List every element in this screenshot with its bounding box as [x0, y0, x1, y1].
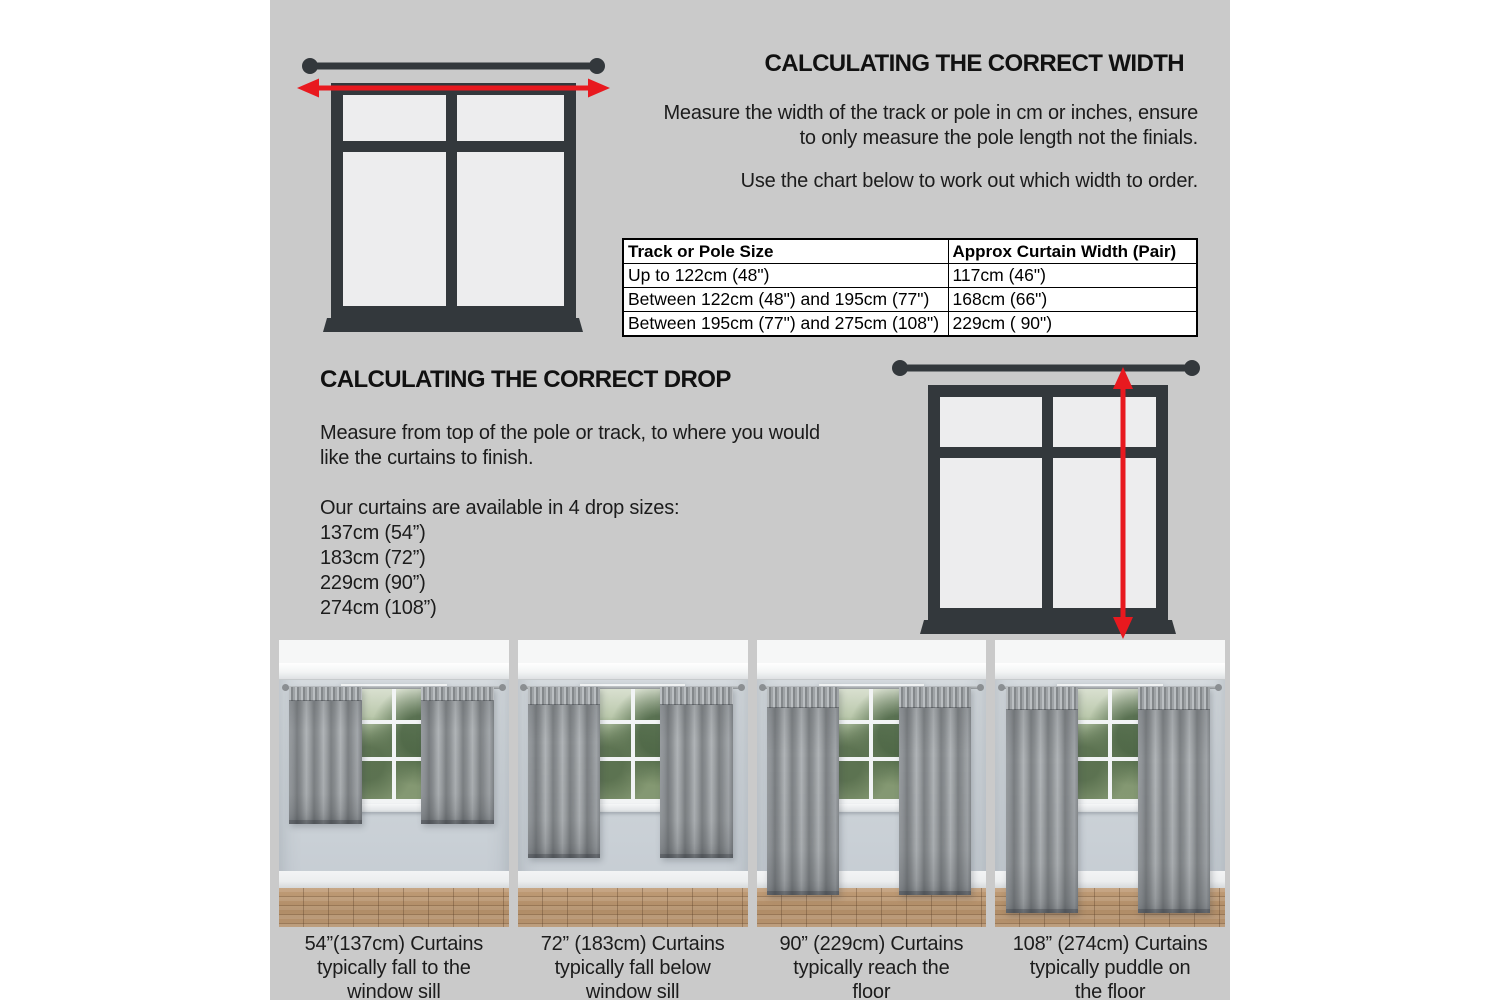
curtain-panel-right [421, 687, 493, 823]
curtain-photo [279, 640, 509, 927]
size-table-header-cell-pole: Track or Pole Size [623, 239, 948, 264]
size-table-cell: 117cm (46") [948, 264, 1197, 288]
drop-instruction-line-1: Measure from top of the pole or track, to where you would [320, 422, 820, 444]
width-instruction-line-1: Measure the width of the track or pole in cm or inches, ensure [663, 102, 1198, 124]
curtain-pole-icon [302, 58, 605, 74]
curtain-photo-block [995, 640, 1225, 1004]
photo-caption-line: the floor [1074, 981, 1146, 1003]
drop-size-item: 183cm (72”) [320, 547, 426, 569]
photo-caption-line: typically fall to the [317, 957, 471, 979]
drop-size-item: 229cm (90”) [320, 572, 426, 594]
photo-caption-line: window sill [347, 981, 441, 1003]
size-table-cell: 229cm ( 90") [948, 312, 1197, 337]
crown-molding [518, 663, 748, 680]
crown-molding [757, 663, 987, 680]
drop-sizes-intro: Our curtains are available in 4 drop sizes: [320, 497, 680, 519]
baseboard [518, 871, 748, 888]
curtain-panel-right [1138, 687, 1210, 912]
window-muntin-vertical [392, 689, 396, 798]
drop-sizes-list [320, 521, 820, 621]
size-table-cell: 168cm (66") [948, 288, 1197, 312]
curtain-photo-block [518, 640, 748, 1004]
window-graphic [920, 385, 1176, 634]
size-table-cell: Between 195cm (77") and 275cm (108") [623, 312, 948, 337]
curtain-pole-icon [892, 360, 1200, 376]
size-table [622, 238, 1198, 337]
ceiling [279, 640, 509, 663]
photo-row [279, 640, 1225, 1004]
window-muntin-vertical [869, 689, 873, 798]
page-margin-right [1230, 0, 1500, 1000]
photo-caption-line: 108” (274cm) Curtains [1012, 933, 1208, 955]
crown-molding [995, 663, 1225, 680]
photo-caption-line: typically fall below [554, 957, 711, 979]
width-measure-illustration [293, 52, 615, 340]
infographic-canvas [270, 0, 1230, 1003]
curtain-photo [757, 640, 987, 927]
window-graphic [323, 83, 583, 332]
photo-caption [279, 932, 509, 1004]
size-table-header-row [623, 239, 1197, 264]
curtain-panel-left [1006, 687, 1078, 912]
size-table-header-cell-width: Approx Curtain Width (Pair) [948, 239, 1197, 264]
window-muntin-vertical [1108, 689, 1112, 798]
size-table-row [623, 264, 1197, 288]
photo-caption [757, 932, 987, 1004]
curtain-photo-block [279, 640, 509, 1004]
size-table-row [623, 312, 1197, 337]
wood-floor [279, 888, 509, 927]
curtain-panel-left [767, 687, 839, 895]
photo-caption-line: 72” (183cm) Curtains [540, 933, 725, 955]
photo-caption-line: typically reach the [793, 957, 950, 979]
drop-instruction-line-2: like the curtains to finish. [320, 447, 534, 469]
drop-section-title: CALCULATING THE CORRECT DROP [320, 366, 731, 393]
wood-floor [518, 888, 748, 927]
size-table-cell: Up to 122cm (48") [623, 264, 948, 288]
photo-caption [995, 932, 1225, 1004]
photo-caption-line: window sill [585, 981, 680, 1003]
size-table-cell: Between 122cm (48") and 195cm (77") [623, 288, 948, 312]
page-margin-left [0, 0, 270, 1000]
chart-note: Use the chart below to work out which width to order. [740, 170, 1198, 192]
width-section-title: CALCULATING THE CORRECT WIDTH [764, 50, 1184, 77]
ceiling [995, 640, 1225, 663]
curtain-panel-right [660, 687, 732, 858]
curtain-panel-left [289, 687, 361, 823]
curtain-panel-right [899, 687, 971, 895]
curtain-photo [518, 640, 748, 927]
drop-section [320, 366, 820, 621]
drop-size-item: 137cm (54”) [320, 522, 426, 544]
size-table-body [623, 264, 1197, 337]
photo-caption-line: 90” (229cm) Curtains [779, 933, 964, 955]
curtain-photo [995, 640, 1225, 927]
photo-caption-line: floor [852, 981, 891, 1003]
curtain-photo-block [757, 640, 987, 1004]
drop-size-item: 274cm (108”) [320, 597, 437, 619]
photo-caption [518, 932, 748, 1004]
photo-caption-line: 54”(137cm) Curtains [304, 933, 484, 955]
ceiling [757, 640, 987, 663]
ceiling [518, 640, 748, 663]
photo-caption-line: typically puddle on [1029, 957, 1191, 979]
curtain-panel-left [528, 687, 600, 858]
size-table-row [623, 288, 1197, 312]
window-muntin-vertical [631, 689, 635, 798]
width-instruction-line-2: to only measure the pole length not the finials. [799, 127, 1198, 149]
crown-molding [279, 663, 509, 680]
baseboard [279, 871, 509, 888]
width-section [620, 50, 1198, 194]
drop-measure-illustration [888, 355, 1210, 647]
